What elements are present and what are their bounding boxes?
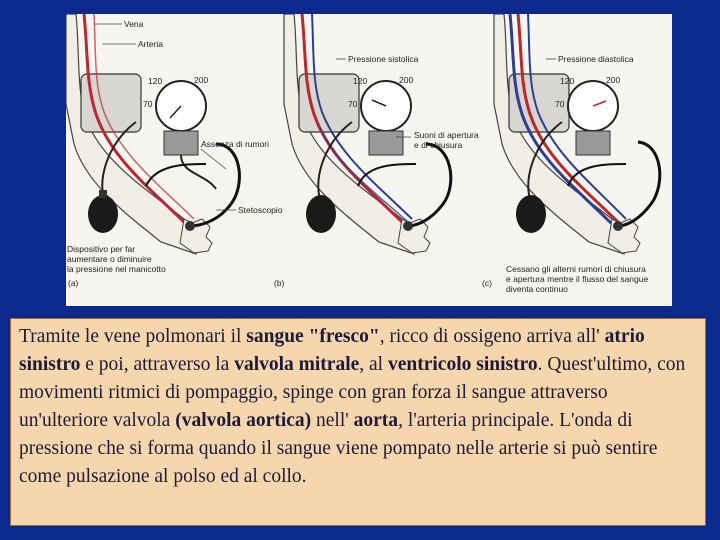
gauge-b-tick-70: 70: [348, 99, 358, 109]
label-vena: Vena: [124, 19, 144, 29]
label-pressione-diastolica: Pressione diastolica: [558, 54, 634, 64]
gauge-c-tick-200: 200: [606, 75, 621, 85]
tag-c: (c): [482, 278, 492, 288]
blood-pressure-figure: [66, 14, 672, 306]
tag-a: (a): [68, 278, 79, 288]
label-pressione-sistolica: Pressione sistolica: [348, 54, 419, 64]
gauge-a-tick-200: 200: [194, 75, 209, 85]
label-suoni: Suoni di apertura e di chiusura: [414, 130, 479, 150]
gauge-b-tick-200: 200: [399, 75, 414, 85]
caption-text: Tramite le vene polmonari il sangue "fresco", ricco di ossigeno arriva all' atrio sinistro e poi, attraverso la valvola mitrale, al ventricolo sinistro. Quest'ultimo, con movimenti ritmici di pompaggio, spinge con gran forza il sangue attraverso un'ulteriore valvola (valvola aortica) nell' aorta, l'arteria principale. L'onda di pressione che si forma quando il sangue viene pompato nelle arterie si può sentire come pulsazione al polso ed al collo.: [10, 318, 706, 526]
panel-c-arm: [494, 14, 640, 254]
panel-b-arm: [284, 14, 430, 254]
label-dispositivo: Dispositivo per far aumentare o diminuire la pressione nel manicotto: [67, 244, 166, 274]
label-cessano: Cessano gli alterni rumori di chiusura e apertura mentre il flusso del sangue diventa continuo: [506, 264, 649, 294]
gauge-c-tick-70: 70: [555, 99, 565, 109]
gauge-a-tick-120: 120: [148, 76, 163, 86]
gauge-b-tick-120: 120: [353, 76, 368, 86]
tag-b: (b): [274, 278, 285, 288]
label-arteria: Arteria: [138, 39, 164, 49]
gauge-c-tick-120: 120: [560, 76, 575, 86]
label-assenza-rumori: Assenza di rumori: [201, 139, 270, 149]
gauge-a-tick-70: 70: [143, 99, 153, 109]
label-stetoscopio: Stetoscopio: [238, 205, 283, 215]
